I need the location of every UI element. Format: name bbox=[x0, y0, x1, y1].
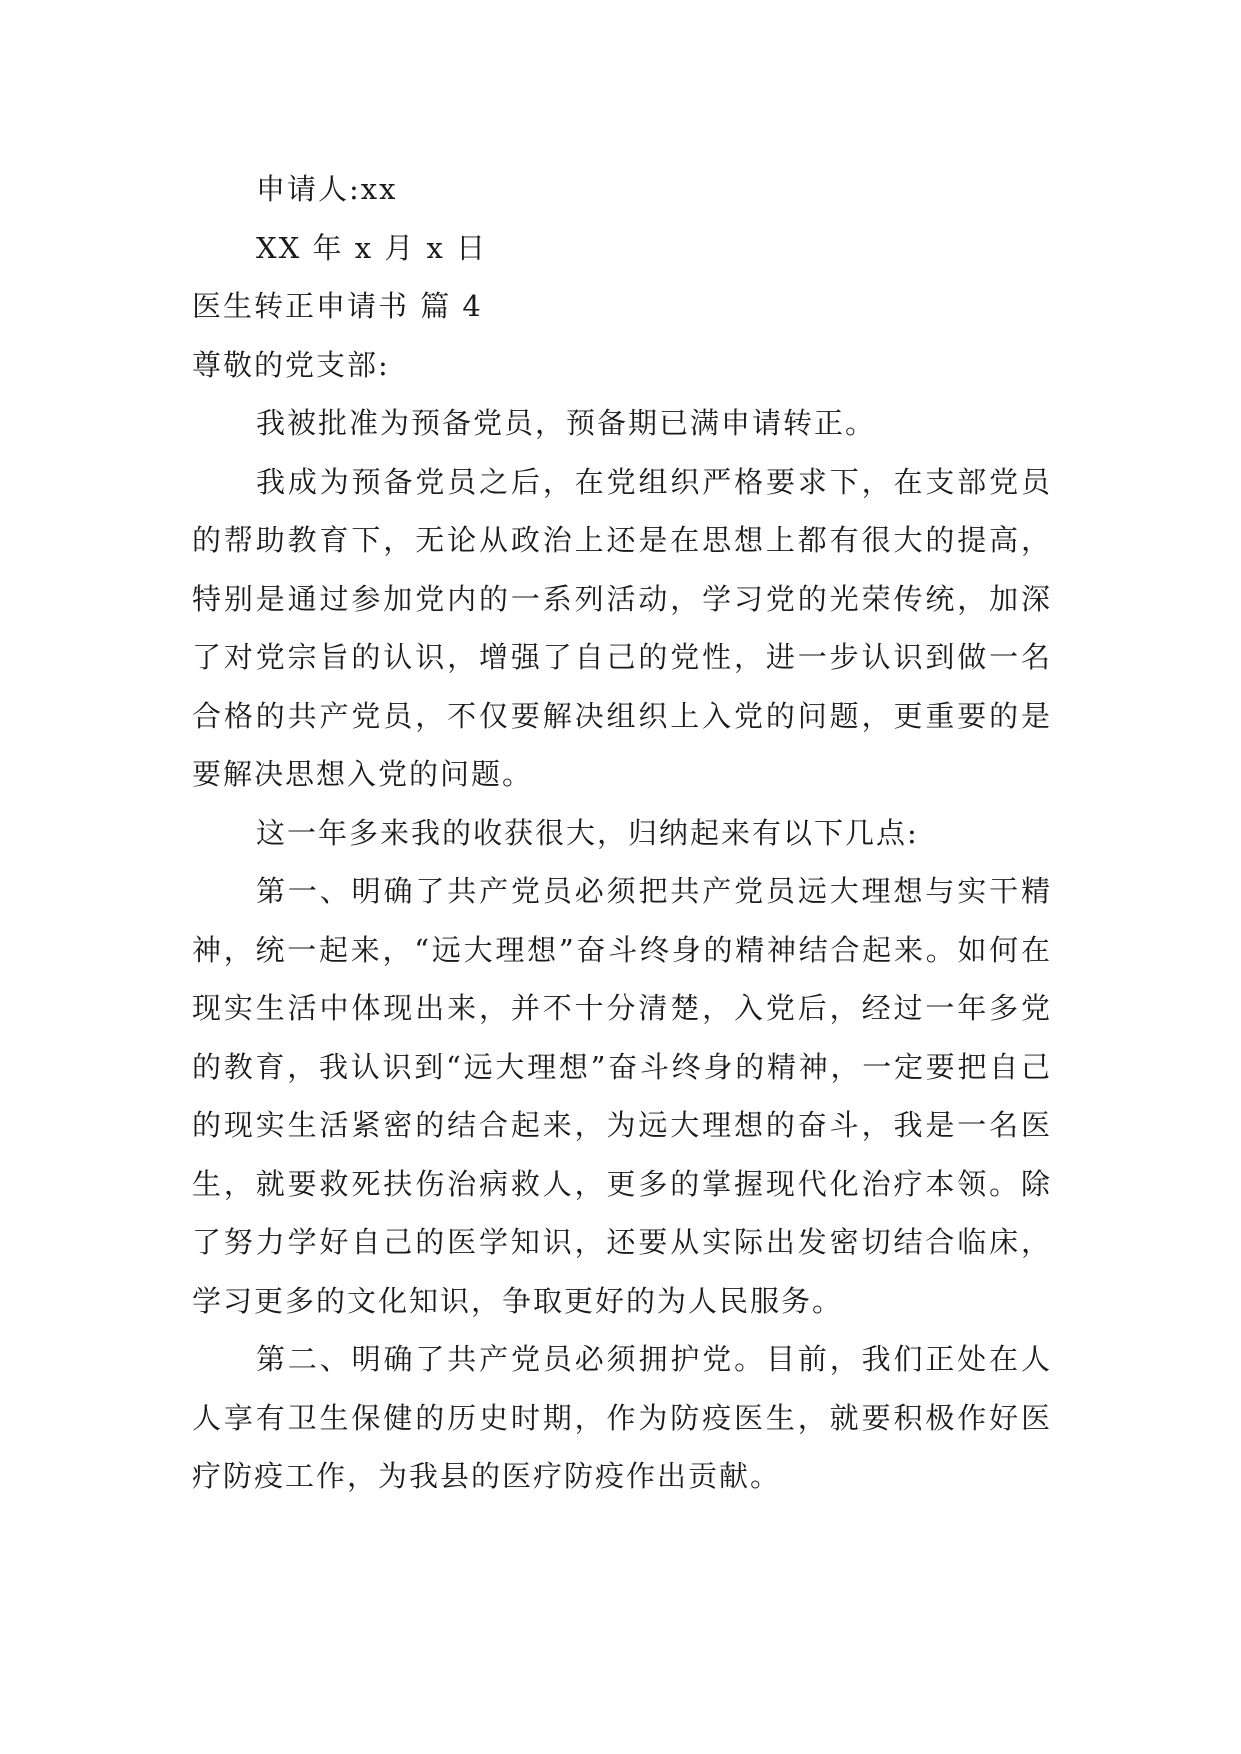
document-body bbox=[192, 160, 1052, 1506]
paragraph-4: 第一、明确了共产党员必须把共产党员远大理想与实干精神，统一起来，“远大理想”奋斗终身的精神结合起来。如何在现实生活中体现出来，并不十分清楚，入党后，经过一年多党的教育，我认识到“远大理想”奋斗终身的精神，一定要把自己的现实生活紧密的结合起来，为远大理想的奋斗，我是一名医生，就要救死扶伤治病救人，更多的掌握现代化治疗本领。除了努力学好自己的医学知识，还要从实际出发密切结合临床，学习更多的文化知识，争取更好的为人民服务。 bbox=[192, 874, 1052, 1318]
date-line: XX 年 x 月 x 日 bbox=[256, 230, 488, 265]
paragraph-2: 我成为预备党员之后，在党组织严格要求下，在支部党员的帮助教育下，无论从政治上还是在思想上都有很大的提高，特别是通过参加党内的一系列活动，学习党的光荣传统，加深了对党宗旨的认识，增强了自己的党性，进一步认识到做一名合格的共产党员，不仅要解决组织上入党的问题，更重要的是要解决思想入党的问题。 bbox=[192, 464, 1052, 791]
paragraph-5: 第二、明确了共产党员必须拥护党。目前，我们正处在人人享有卫生保健的历史时期，作为防疫医生，就要积极作好医疗防疫工作，为我县的医疗防疫作出贡献。 bbox=[192, 1342, 1052, 1493]
section-title: 医生转正申请书 篇 4 bbox=[192, 289, 483, 323]
paragraph-1: 我被批准为预备党员，预备期已满申请转正。 bbox=[256, 406, 877, 440]
applicant-line: 申请人:xx bbox=[256, 172, 398, 206]
paragraph-3: 这一年多来我的收获很大，归纳起来有以下几点: bbox=[256, 815, 919, 850]
salutation: 尊敬的党支部: bbox=[192, 347, 390, 382]
